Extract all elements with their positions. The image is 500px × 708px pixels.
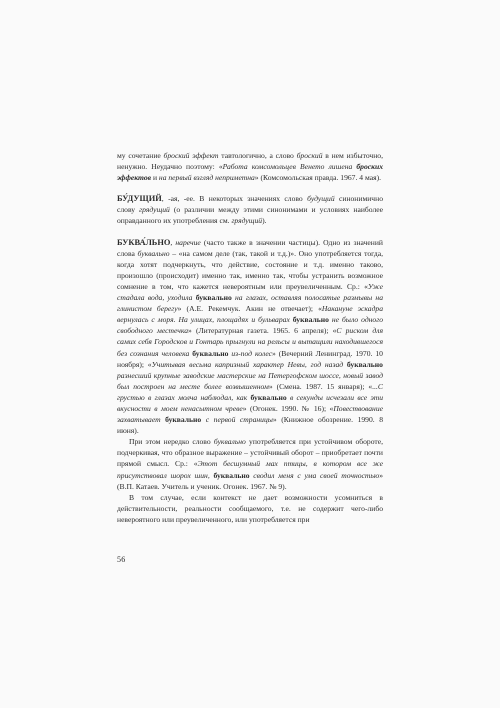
- text-span: не было одного свободного местечка: [117, 315, 383, 336]
- text-span: Уже стадала вода, уходила: [117, 281, 383, 303]
- text-span: Работа комсомольцев Венето лишена: [222, 162, 353, 172]
- text-span: в нем избыточно, ненужно. Неудачно поэтому: «: [117, 151, 383, 172]
- text-span: буквально: [137, 248, 170, 258]
- text-span: » (В.П. Катаев. Учитель и ученик. Огонек. 1967. № 9).: [117, 470, 383, 491]
- text-span: в секунды исчезали все эти вкусности в моем ненасытном чреве: [117, 392, 383, 413]
- text-span: му сочетание: [117, 151, 164, 160]
- text-span: из-под колес: [231, 348, 272, 358]
- paragraph: [117, 436, 383, 491]
- text-span: ,: [170, 237, 176, 247]
- text-span: буквально: [213, 470, 250, 480]
- text-span: » (Вечерний Ленинград. 1970. 10 ноября); «: [117, 348, 383, 369]
- text-span: » (Комсомольская правда. 1967. 4 мая).: [254, 173, 382, 183]
- page-number: 56: [117, 555, 126, 564]
- text-span: броский: [296, 151, 323, 160]
- text-span: буквально: [192, 348, 229, 358]
- text-span: » (Литературная газета. 1965. 6 апреля); «: [188, 326, 337, 336]
- text-span: Накануне эскадра вернулась с моря. На улицах, площадях и бульварах: [117, 304, 384, 325]
- text-span: Учитывая весьма капризный характер Невы, год назад: [151, 359, 344, 369]
- paragraph: [117, 237, 383, 437]
- text-span: грядущий: [139, 205, 170, 215]
- text-span: броский эффект: [163, 151, 219, 160]
- entry-headword: БУ́ДУЩИЙ: [117, 194, 162, 204]
- text-span: тавтологично, а слово: [218, 151, 297, 160]
- text-span: » (Смена. 1987. 15 января); «: [268, 381, 373, 391]
- text-span: (часто также в значении частицы). Одно из значений слова: [117, 237, 383, 258]
- paragraph: [117, 492, 383, 525]
- entry-headword: БУКВА́ЛЬНО: [117, 237, 171, 247]
- text-span: Этот бесшумный мах птицы, в котором все же присутствовал шорох шин,: [117, 459, 384, 480]
- text-span: с первой страницы: [205, 415, 273, 425]
- text-span: буквально: [213, 437, 246, 447]
- text-span: » (Книжное обозрение. 1990. 8 июня).: [117, 415, 383, 436]
- text-span: буквально: [346, 359, 383, 369]
- text-span: В том случае, если контекст не дает возможности усомниться в действительности, реальности сообщаемого, т.е. не содержит чего-либо невероятного или преувеличенного, или употребляется при: [117, 492, 383, 524]
- text-span: буквально: [250, 392, 287, 402]
- text-span: » (Огонек. 1990. № 16); «: [242, 403, 334, 413]
- text-span: буквально: [292, 315, 329, 325]
- text-span: При этом нередко слово: [129, 437, 214, 447]
- text-span: на глазах, оставляя полосатые размывы на глинистом берегу: [117, 293, 383, 314]
- text-span: сводил меня с ума своей точностью: [253, 470, 380, 480]
- text-span: на первый взгляд неприметна: [158, 173, 255, 183]
- paragraph: [117, 150, 383, 183]
- text-span: наречие: [175, 237, 201, 247]
- text-span: и: [151, 173, 159, 183]
- text-span: броских эффектов: [117, 162, 384, 183]
- text-span: будущий: [307, 194, 335, 204]
- text-span: (о различии между этими синонимами и условиях наиболее оправданного их употребления см.: [117, 205, 383, 226]
- text-column: [117, 150, 383, 525]
- text-span: синонимично слову: [117, 194, 383, 215]
- text-span: буквально: [165, 415, 202, 425]
- text-span: разнесший крупные заводские мастерские на Петергофском шоссе, новый завод был построен на месте более возвышенном: [117, 370, 383, 391]
- text-span: грядущий: [231, 216, 263, 226]
- text-span: употребляется при устойчивом обороте, подчеркивая, что образное выражение – устойчивый оборот – приобретает почти прямой смысл. Ср.: «: [117, 437, 383, 469]
- text-span: буквально: [195, 293, 232, 303]
- text-span: ...С грустью в глазах молча наблюдал, как: [117, 381, 383, 402]
- text-span: С риском для самих себя Городсков и Гонтарь прыгнули на рельсы и вытащили находившегося без сознания человека: [117, 326, 384, 358]
- paragraph: [117, 193, 383, 226]
- text-span: , -ая, -ее. В некоторых значениях слово: [161, 194, 308, 204]
- text-span: Повествование захватывает: [117, 403, 383, 425]
- text-span: » (А.Е. Рекемчук. Акин не отвечает); «: [177, 304, 322, 314]
- text-span: – «на самом деле (так, такой и т.д.)». Оно употребляется тогда, когда хотят подчеркнуть, что действие, состояние и т.д. именно таково, произошло (происходит) именно так, именно так, чтобы устранить возможное сомнение в том, что кажется невероятным или преувеличенным. Ср.: «: [117, 248, 383, 291]
- text-span: ).: [262, 216, 267, 226]
